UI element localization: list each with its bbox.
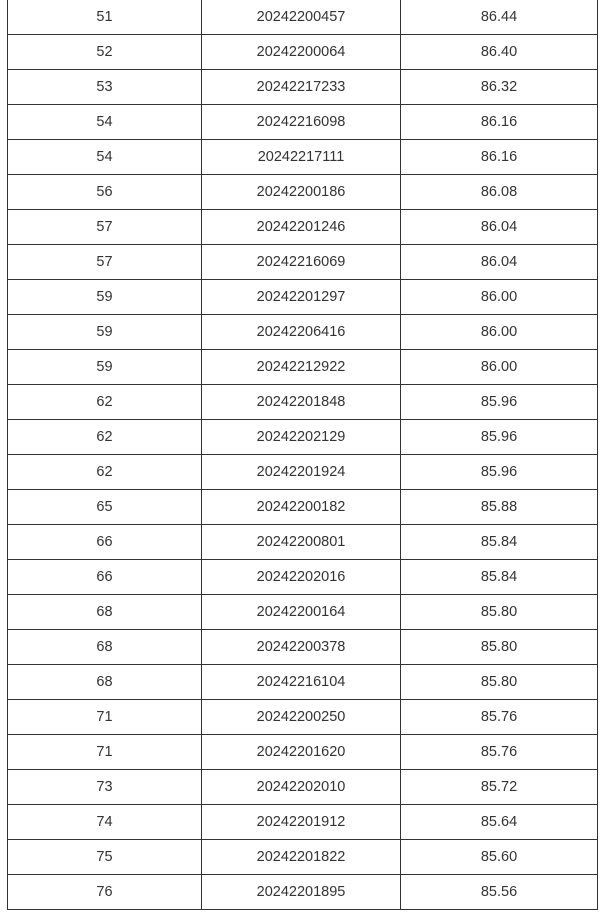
exam-id-cell: 20242216069 [202,245,401,280]
rank-cell: 71 [8,700,202,735]
score-cell: 85.96 [401,385,598,420]
rank-cell: 66 [8,560,202,595]
exam-id-cell: 20242200801 [202,525,401,560]
exam-id-cell: 20242200164 [202,595,401,630]
table-row [8,350,598,385]
table-row [8,245,598,280]
exam-id-cell: 20242201912 [202,805,401,840]
table-row [8,35,598,70]
table-row [8,735,598,770]
score-cell: 86.16 [401,140,598,175]
table-body [8,0,598,910]
score-cell: 85.60 [401,840,598,875]
exam-id-cell: 20242200064 [202,35,401,70]
exam-id-cell: 20242202129 [202,420,401,455]
table-row [8,595,598,630]
exam-id-cell: 20242201246 [202,210,401,245]
exam-id-cell: 20242216104 [202,665,401,700]
rank-cell: 62 [8,455,202,490]
rank-cell: 59 [8,315,202,350]
score-cell: 86.32 [401,70,598,105]
rank-cell: 59 [8,350,202,385]
table-row [8,210,598,245]
rank-cell: 66 [8,525,202,560]
score-cell: 86.00 [401,280,598,315]
rank-cell: 68 [8,665,202,700]
rank-cell: 54 [8,105,202,140]
rank-cell: 68 [8,630,202,665]
table-row [8,140,598,175]
rank-cell: 52 [8,35,202,70]
score-cell: 86.16 [401,105,598,140]
exam-id-cell: 20242200186 [202,175,401,210]
table-row [8,280,598,315]
score-cell: 85.64 [401,805,598,840]
exam-id-cell: 20242217233 [202,70,401,105]
rank-cell: 51 [8,0,202,35]
rank-cell: 75 [8,840,202,875]
score-cell: 85.84 [401,525,598,560]
table-row [8,490,598,525]
score-cell: 85.76 [401,735,598,770]
rank-cell: 57 [8,210,202,245]
exam-id-cell: 20242202010 [202,770,401,805]
rank-cell: 57 [8,245,202,280]
rank-cell: 76 [8,875,202,910]
table-row [8,315,598,350]
score-table [7,0,598,910]
score-cell: 85.80 [401,630,598,665]
exam-id-cell: 20242217111 [202,140,401,175]
rank-cell: 74 [8,805,202,840]
rank-cell: 56 [8,175,202,210]
table-row [8,70,598,105]
score-cell: 85.80 [401,665,598,700]
rank-cell: 59 [8,280,202,315]
rank-cell: 71 [8,735,202,770]
table-row [8,805,598,840]
score-cell: 85.80 [401,595,598,630]
table-row [8,420,598,455]
exam-id-cell: 20242200378 [202,630,401,665]
table-row [8,665,598,700]
exam-id-cell: 20242200250 [202,700,401,735]
exam-id-cell: 20242201895 [202,875,401,910]
rank-cell: 65 [8,490,202,525]
score-cell: 86.44 [401,0,598,35]
table-row [8,630,598,665]
rank-cell: 54 [8,140,202,175]
score-cell: 86.04 [401,210,598,245]
exam-id-cell: 20242201924 [202,455,401,490]
exam-id-cell: 20242212922 [202,350,401,385]
score-cell: 86.00 [401,350,598,385]
score-cell: 86.08 [401,175,598,210]
table-row [8,105,598,140]
table-row [8,875,598,910]
exam-id-cell: 20242200457 [202,0,401,35]
exam-id-cell: 20242206416 [202,315,401,350]
rank-cell: 53 [8,70,202,105]
score-cell: 86.04 [401,245,598,280]
exam-id-cell: 20242201848 [202,385,401,420]
table-row [8,385,598,420]
table-row [8,0,598,35]
score-cell: 85.96 [401,455,598,490]
table-row [8,525,598,560]
score-cell: 85.84 [401,560,598,595]
rank-cell: 73 [8,770,202,805]
table-row [8,175,598,210]
table-row [8,840,598,875]
table-row [8,455,598,490]
score-cell: 86.40 [401,35,598,70]
exam-id-cell: 20242216098 [202,105,401,140]
exam-id-cell: 20242201822 [202,840,401,875]
rank-cell: 62 [8,385,202,420]
rank-cell: 68 [8,595,202,630]
score-cell: 86.00 [401,315,598,350]
exam-id-cell: 20242200182 [202,490,401,525]
exam-id-cell: 20242201620 [202,735,401,770]
table-row [8,560,598,595]
exam-id-cell: 20242202016 [202,560,401,595]
score-cell: 85.76 [401,700,598,735]
rank-cell: 62 [8,420,202,455]
score-cell: 85.96 [401,420,598,455]
exam-id-cell: 20242201297 [202,280,401,315]
score-cell: 85.88 [401,490,598,525]
table-row [8,770,598,805]
table-row [8,700,598,735]
score-cell: 85.56 [401,875,598,910]
score-cell: 85.72 [401,770,598,805]
